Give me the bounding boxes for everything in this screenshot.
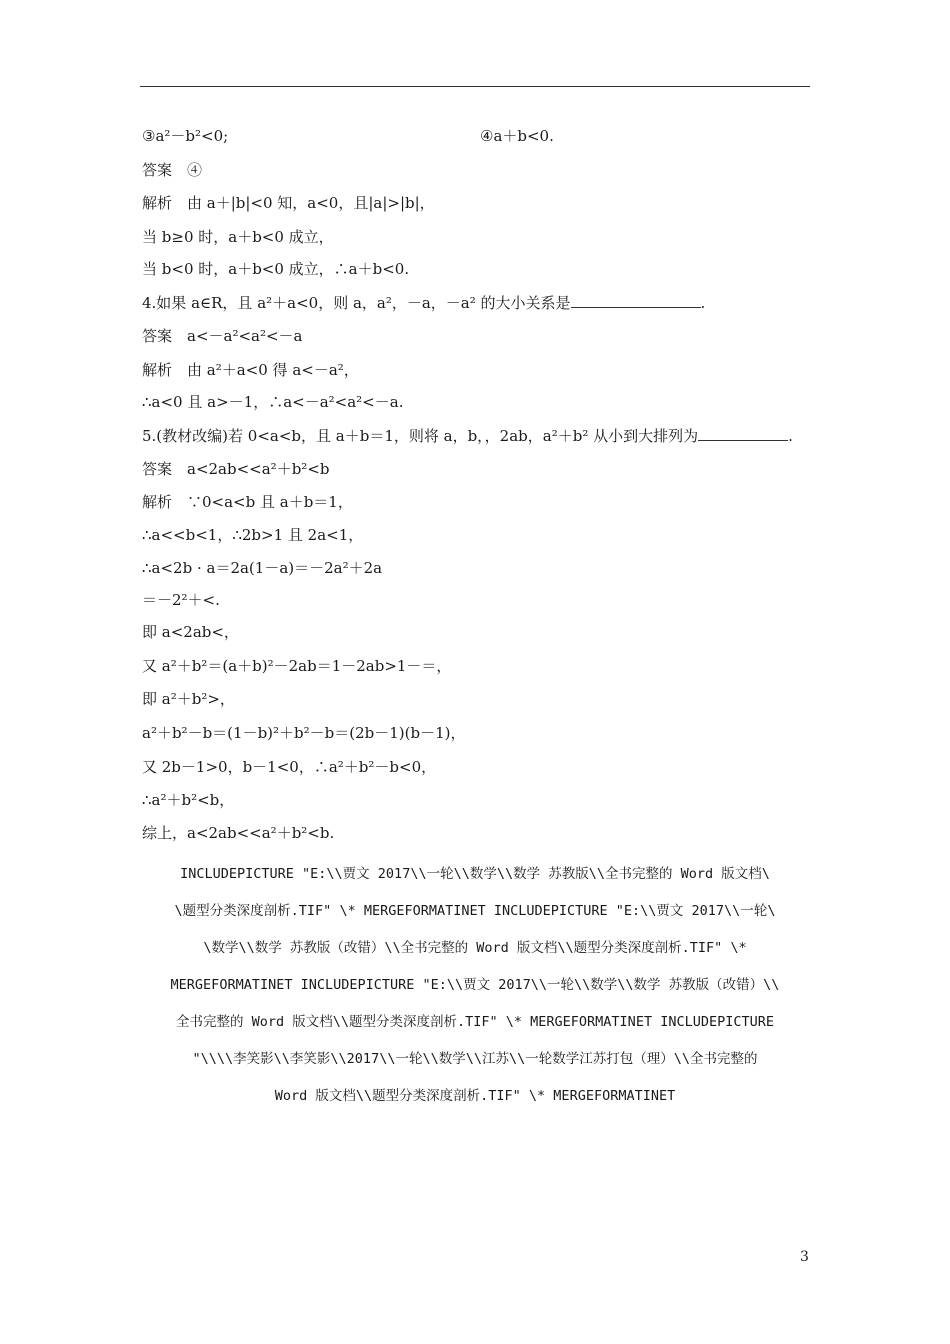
text-line (142, 160, 202, 180)
field-code-line: Word 版文档\\题型分类深度剖析.TIF" \* MERGEFORMATINET (274, 1088, 676, 1104)
line-text: 答案 a<2ab<<a²＋b²<b (142, 460, 330, 478)
line-text: 综上，a<2ab<<a²＋b²<b. (142, 824, 335, 842)
line-tail: . (700, 294, 706, 312)
text-line (142, 757, 436, 777)
text-line (142, 823, 334, 843)
line-text: 解析 由 a²＋a<0 得 a<－a²， (142, 361, 359, 379)
text-line (142, 558, 382, 578)
text-line (142, 293, 705, 313)
text-line (142, 790, 234, 810)
line-text: 答案 ④ (142, 161, 203, 179)
text-line (142, 426, 793, 446)
line-text: ∴a²＋b²<b， (142, 791, 235, 809)
line-text: 4.如果 a∈R，且 a²＋a<0，则 a，a²，－a，－a² 的大小关系是 (142, 294, 571, 312)
field-code-line: \题型分类深度剖析.TIF" \* MERGEFORMATINET INCLUDEPICTURE "E:\\贾文 2017\\一轮\ (174, 903, 776, 919)
answer-blank (698, 426, 788, 441)
text-line (142, 227, 334, 247)
field-code-line: \数学\\数学 苏教版（改错）\\全书完整的 Word 版文档\\题型分类深度剖析.TIF" \* (203, 940, 747, 956)
line-text: 又 2b－1>0，b－1<0，∴a²＋b²－b<0， (142, 758, 437, 776)
line-text: ③a²－b²<0; (142, 127, 229, 145)
line-tail: . (788, 427, 793, 445)
text-line (142, 126, 228, 146)
text-line (142, 622, 239, 642)
line-text: 即 a<2ab<， (142, 623, 239, 641)
line-text: ∴a<<b<1，∴2b>1 且 2a<1， (142, 526, 364, 544)
line-text: ∴a<2b · a＝2a(1－a)＝－2a²＋2a (142, 559, 383, 577)
line-text: 又 a²＋b²＝(a＋b)²－2ab＝1－2ab>1－＝， (142, 657, 452, 675)
line-text: ∴a<0 且 a>－1，∴a<－a²<a²<－a. (142, 393, 404, 411)
field-code-line: INCLUDEPICTURE "E:\\贾文 2017\\一轮\\数学\\数学 苏教版\\全书完整的 Word 版文档\ (180, 866, 770, 882)
text-line (142, 259, 409, 279)
text-line (142, 459, 329, 479)
text-line (142, 590, 220, 610)
line-text: ＝－2²＋<. (142, 591, 220, 609)
line-text: 解析 由 a＋|b|<0 知，a<0，且|a|>|b|， (142, 194, 435, 212)
line-text: 答案 a<－a²<a²<－a (142, 327, 303, 345)
text-line (142, 492, 353, 512)
field-code-block (140, 856, 810, 1115)
text-line (142, 723, 466, 743)
text-line (142, 689, 235, 709)
line-text: a²＋b²－b＝(1－b)²＋b²－b＝(2b－1)(b－1)， (142, 724, 466, 742)
line-text: 当 b<0 时，a＋b<0 成立，∴a＋b<0. (142, 260, 410, 278)
text-line (142, 326, 303, 346)
field-code-line: MERGEFORMATINET INCLUDEPICTURE "E:\\贾文 2017\\一轮\\数学\\数学 苏教版（改错）\\ (170, 977, 780, 993)
line-text: 解析 ∵0<a<b 且 a＋b＝1， (142, 493, 353, 511)
line-text: 5.(教材改编)若 0<a<b，且 a＋b＝1，则将 a，b，，2ab，a²＋b² 从小到大排列为 (142, 427, 699, 445)
line-text: 即 a²＋b²>， (142, 690, 235, 708)
field-code-line: "\\\\李笑影\\李笑影\\2017\\一轮\\数学\\江苏\\一轮数学江苏打包（理）\\全书完整的 (192, 1051, 758, 1067)
text-line (142, 656, 451, 676)
page-number: 3 (800, 1249, 809, 1265)
text-line (142, 392, 403, 412)
header-rule (140, 86, 810, 87)
answer-blank (571, 293, 701, 308)
line-text: 当 b≥0 时，a＋b<0 成立， (142, 228, 334, 246)
text-line-col2: ④a＋b<0. (480, 127, 554, 145)
field-code-line: 全书完整的 Word 版文档\\题型分类深度剖析.TIF" \* MERGEFORMATINET INCLUDEPICTURE (175, 1014, 774, 1030)
text-line (142, 193, 435, 213)
text-line (142, 525, 363, 545)
text-line (142, 360, 359, 380)
